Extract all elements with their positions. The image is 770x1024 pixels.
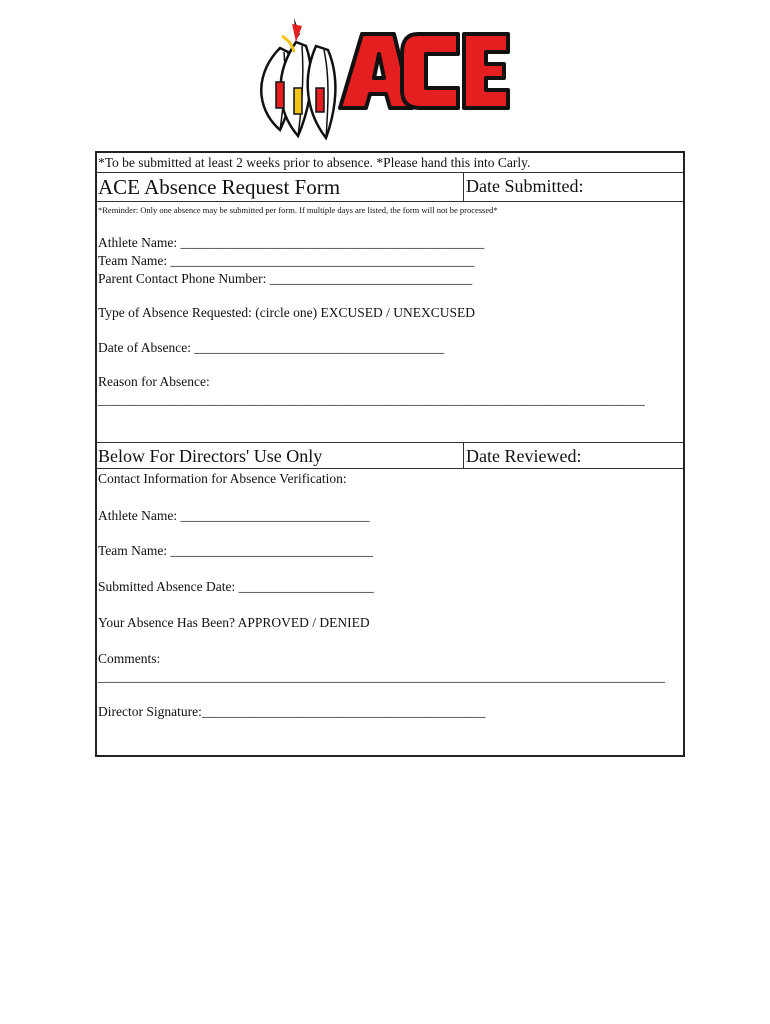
divider — [97, 468, 683, 469]
date-submitted-field[interactable]: Date Submitted: — [466, 176, 584, 196]
team-name-field[interactable]: Team Name: _____________________________________________ — [98, 253, 475, 268]
comments-label: Comments: — [98, 651, 161, 666]
submitted-absence-date-field[interactable]: Submitted Absence Date: ____________________ — [98, 579, 374, 594]
date-of-absence-field[interactable]: Date of Absence: _____________________________________ — [98, 340, 445, 355]
director-team-name-field[interactable]: Team Name: ______________________________ — [98, 543, 374, 558]
reason-label: Reason for Absence: — [98, 374, 210, 389]
comments-field[interactable]: ____________________________________________________________________________________ — [98, 669, 665, 684]
absence-request-form — [95, 151, 685, 757]
absence-result-choice[interactable]: Your Absence Has Been? APPROVED / DENIED — [98, 615, 370, 630]
director-athlete-name-field[interactable]: Athlete Name: ____________________________ — [98, 508, 370, 523]
divider — [97, 201, 683, 202]
ace-logo — [236, 12, 518, 144]
ace-letters-icon — [340, 34, 508, 108]
reason-field[interactable]: _________________________________________________________________________________ — [98, 392, 645, 407]
divider — [97, 172, 683, 173]
feathers-icon — [261, 18, 335, 138]
parent-phone-field[interactable]: Parent Contact Phone Number: ______________________________ — [98, 271, 473, 286]
svg-text:ACE: ACE — [236, 12, 238, 13]
director-signature-field[interactable]: Director Signature:__________________________________________ — [98, 704, 486, 719]
divider — [463, 172, 464, 201]
absence-type-choice[interactable]: Type of Absence Requested: (circle one) EXCUSED / UNEXCUSED — [98, 305, 475, 320]
submission-note: *To be submitted at least 2 weeks prior to absence. *Please hand this into Carly. — [98, 155, 531, 170]
reminder-note: *Reminder: Only one absence may be submitted per form. If multiple days are listed, the form will not be processed* — [98, 205, 498, 215]
date-reviewed-field[interactable]: Date Reviewed: — [466, 446, 582, 466]
form-title: ACE Absence Request Form — [98, 175, 341, 199]
feather-logo-graphic — [236, 12, 518, 144]
athlete-name-field[interactable]: Athlete Name: _____________________________________________ — [98, 235, 485, 250]
divider — [97, 442, 683, 443]
contact-info-label: Contact Information for Absence Verification: — [98, 471, 347, 486]
divider — [463, 442, 464, 468]
directors-header: Below For Directors' Use Only — [98, 446, 323, 466]
